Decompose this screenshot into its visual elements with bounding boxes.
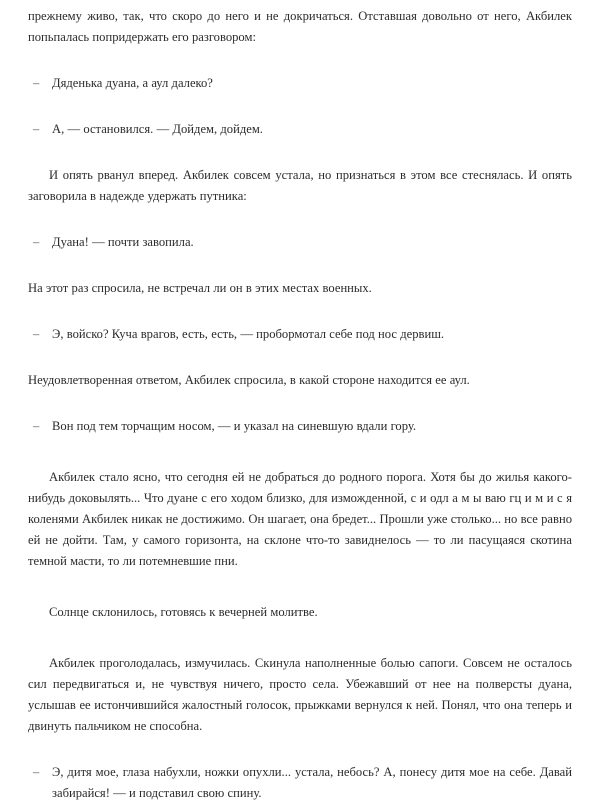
dialogue-line	[28, 416, 572, 437]
dialogue-line	[28, 119, 572, 140]
paragraph-ocr-garbled: Акбилек стало ясно, что сегодня ей не добраться до родного порога. Хотя бы до жилья какого-нибудь доковылять... Что дуане с его ходом близко, для изможденной, с и одл а м ы ваю гц и м и с я коленями Акбилек никак не достижимо. Он шагает, она бредет... Прошли уже столько... но все равно ей не дойти. Там, у самого горизонта, на склоне что-то завиднелось — то ли пасущаяся скотина темной масти, то ли потемневшие пни.	[28, 470, 572, 568]
spacer	[28, 391, 572, 416]
paragraph: Неудовлетворенная ответом, Акбилек спросила, в какой стороне находится ее аул.	[28, 373, 470, 387]
dialogue-text: Э, войско? Куча врагов, есть, есть, — пробормотал себе под нос дервиш.	[52, 327, 445, 341]
en-dash-marker: –	[33, 122, 40, 136]
dialogue-line	[28, 73, 572, 94]
spacer	[28, 737, 572, 762]
spacer	[28, 94, 572, 119]
dialogue-text: Дяденька дуана, а аул далеко?	[52, 76, 213, 90]
en-dash-marker: –	[33, 765, 40, 779]
paragraph-continued: прежнему живо, так, что скоро до него и не докричаться. Отставшая довольно от него, Акбилек попьпалась попридержать его разговором:	[28, 9, 572, 44]
spacer	[28, 437, 572, 467]
dialogue-text: Э, дитя мое, глаза набухли, ножки опухли... устала, небось? А, понесу дитя мое на себе. Давай забирайся! — и подставил свою спину.	[52, 765, 572, 800]
paragraph: И опять рванул вперед. Акбилек совсем устала, но признаться в этом все стеснялась. И опять заговорила в надежде удержать путника:	[28, 168, 572, 203]
dialogue-line	[28, 762, 572, 804]
en-dash-marker: –	[33, 419, 40, 433]
spacer	[28, 299, 572, 324]
dialogue-text: Вон под тем торчащим носом, — и указал на синевшую вдали гору.	[52, 419, 417, 433]
dialogue-text: А, — остановился. — Дойдем, дойдем.	[52, 122, 263, 136]
paragraph: На этот раз спросила, не встречал ли он в этих местах военных.	[28, 281, 372, 295]
paragraph: Акбилек проголодалась, измучилась. Скинула наполненные болью сапоги. Совсем не осталось сил передвигаться и, не чувствуя ничего, просто села. Убежавший от нее на полверсты дуана, услышав ее истончившийся жалостный голосок, прыжками вернулся к ней. Понял, что она теперь и двинуть пальчиком не способна.	[28, 656, 572, 733]
spacer	[28, 48, 572, 73]
dialogue-line	[28, 232, 572, 253]
dialogue-line	[28, 324, 572, 345]
spacer	[28, 623, 572, 653]
spacer	[28, 207, 572, 232]
en-dash-marker: –	[33, 235, 40, 249]
en-dash-marker: –	[33, 76, 40, 90]
spacer	[28, 572, 572, 602]
spacer	[28, 253, 572, 278]
en-dash-marker: –	[33, 327, 40, 341]
paragraph: Солнце склонилось, готовясь к вечерней молитве.	[49, 605, 318, 619]
dialogue-text: Дуана! — почти завопила.	[52, 235, 194, 249]
spacer	[28, 140, 572, 165]
spacer	[28, 345, 572, 370]
